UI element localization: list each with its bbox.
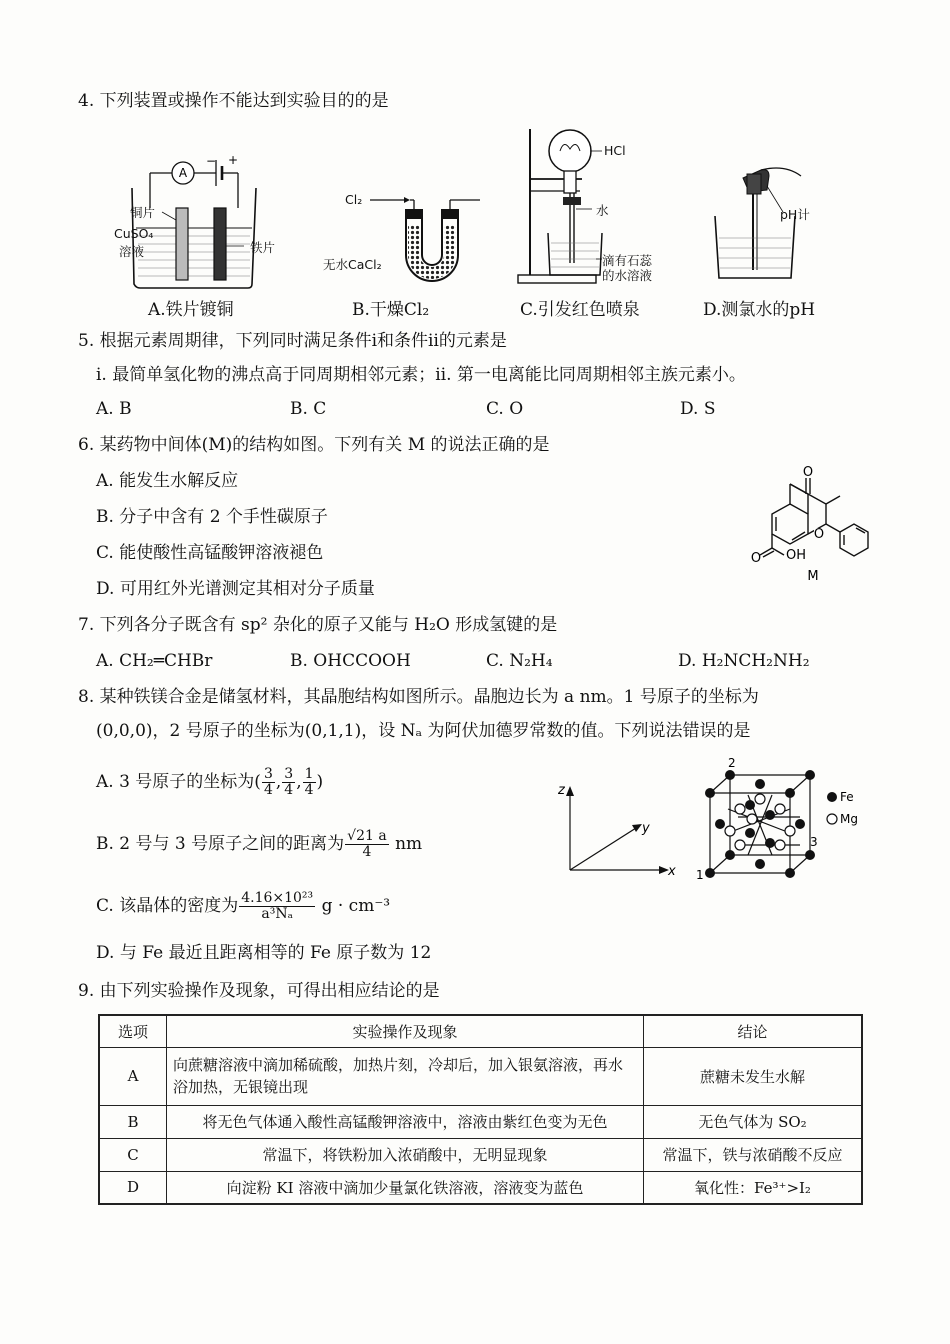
row-d-option: D — [99, 1171, 167, 1204]
label-copper-sheet: 铜片 — [130, 205, 156, 220]
q5-conditions: ⅰ. 最简单氢化物的沸点高于同周期相邻元素；ⅱ. 第一电离能比同周期相邻主族元素小。 — [96, 365, 746, 385]
label-litmus-1: 滴有石蕊 — [602, 253, 653, 268]
axis-y-label: y — [642, 821, 650, 836]
table-row — [99, 1171, 862, 1204]
row-b-conclusion: 无色气体为 SO₂ — [644, 1105, 863, 1138]
q5-option-a: A. B — [96, 399, 132, 419]
q8-option-a: A. 3 号原子的坐标为( $\frac{3}{4}$ , $\frac{3}{4}$ , $\frac{1}{4}$ ) — [96, 766, 324, 798]
q7-stem: 7. 下列各分子既含有 sp² 杂化的原子又能与 H₂O 形成氢键的是 — [78, 615, 558, 635]
table-row — [99, 1138, 862, 1171]
table-row — [99, 1105, 862, 1138]
row-d-operation: 向淀粉 KI 溶液中滴加少量氯化铁溶液，溶液变为蓝色 — [167, 1171, 644, 1204]
row-c-operation: 常温下，将铁粉加入浓硝酸中，无明显现象 — [167, 1138, 644, 1171]
label-ph-meter: pH计 — [780, 207, 810, 222]
struct-oxygen-carbonyl: O — [802, 466, 814, 480]
q6-option-d: D. 可用红外光谱测定其相对分子质量 — [96, 579, 375, 599]
apparatus-b-u-tube — [370, 185, 480, 290]
caption-c: C.引发红色喷泉 — [520, 300, 640, 320]
q8-option-b: B. 2 号与 3 号原子之间的距离为 $\frac{√21 a}{4}$ nm — [96, 828, 423, 860]
mg-legend-label: Mg — [840, 812, 858, 826]
q6-option-a: A. 能发生水解反应 — [96, 471, 239, 491]
atom-3-label: 3 — [810, 835, 818, 849]
q5-option-b: B. C — [290, 399, 327, 419]
row-b-option: B — [99, 1105, 167, 1138]
q7-option-a: A. CH₂═CHBr — [96, 651, 213, 671]
fe-legend-icon — [827, 792, 837, 802]
crystal-unit-cell — [692, 755, 872, 885]
q9-table — [98, 1014, 863, 1205]
row-b-operation: 将无色气体通入酸性高锰酸钾溶液中，溶液由紫红色变为无色 — [167, 1105, 644, 1138]
coordinate-axes — [556, 780, 681, 880]
header-operation: 实验操作及现象 — [167, 1015, 644, 1047]
table-header-row — [99, 1015, 862, 1047]
label-cuso4-solution: 溶液 — [119, 244, 145, 259]
label-hcl: HCl — [604, 143, 626, 158]
q8-option-c: C. 该晶体的密度为 $\frac{\text{4.16×10²³}}{\text{a³Nₐ}}$ g · cm⁻³ — [96, 890, 391, 922]
q9-stem: 9. 由下列实验操作及现象，可得出相应结论的是 — [78, 981, 440, 1001]
q5-option-c: C. O — [486, 399, 524, 419]
minus-label: − — [206, 154, 217, 168]
q5-option-d: D. S — [680, 399, 716, 419]
caption-b: B.干燥Cl₂ — [352, 300, 430, 320]
struct-oxygen-ring: O — [813, 527, 825, 542]
q7-option-b: B. OHCCOOH — [290, 651, 411, 671]
struct-oxygen-acid: O — [750, 551, 762, 566]
table-row — [99, 1047, 862, 1105]
struct-label-m: M — [807, 569, 819, 584]
header-option: 选项 — [99, 1015, 167, 1047]
structure-m — [750, 466, 870, 586]
label-cacl2: 无水CaCl₂ — [323, 257, 382, 272]
ammeter-label: A — [178, 166, 188, 180]
plus-label: + — [228, 153, 239, 167]
label-cl2: Cl₂ — [345, 192, 363, 207]
row-c-option: C — [99, 1138, 167, 1171]
label-water: 水 — [596, 203, 609, 218]
row-d-conclusion: 氧化性：Fe³⁺>I₂ — [644, 1171, 863, 1204]
atom-2-label: 2 — [728, 756, 736, 770]
row-a-operation: 向蔗糖溶液中滴加稀硫酸，加热片刻，冷却后，加入银氨溶液，再水浴加热，无银镜出现 — [167, 1047, 644, 1105]
q6-option-c: C. 能使酸性高锰酸钾溶液褪色 — [96, 543, 324, 563]
q4-stem: 4. 下列装置或操作不能达到实验目的的是 — [78, 91, 389, 111]
caption-a: A.铁片镀铜 — [148, 300, 234, 320]
q6-stem: 6. 某药物中间体(M)的结构如图。下列有关 M 的说法正确的是 — [78, 435, 550, 455]
row-a-option: A — [99, 1047, 167, 1105]
axis-z-label: z — [558, 783, 565, 798]
q8-stem-line2: (0,0,0)，2 号原子的坐标为(0,1,1)，设 Nₐ 为阿伏加德罗常数的值。下列说法错误的是 — [96, 721, 751, 741]
row-a-conclusion: 蔗糖未发生水解 — [644, 1047, 863, 1105]
label-cuso4: CuSO₄ — [114, 226, 154, 241]
fe-legend-label: Fe — [840, 790, 854, 804]
q7-option-c: C. N₂H₄ — [486, 651, 553, 671]
struct-hydroxyl: OH — [786, 548, 807, 563]
q8-option-d: D. 与 Fe 最近且距离相等的 Fe 原子数为 12 — [96, 943, 432, 963]
q7-option-d: D. H₂NCH₂NH₂ — [678, 651, 810, 671]
row-c-conclusion: 常温下，铁与浓硝酸不反应 — [644, 1138, 863, 1171]
q5-stem: 5. 根据元素周期律，下列同时满足条件ⅰ和条件ⅱ的元素是 — [78, 331, 507, 351]
mg-legend-icon — [827, 814, 837, 824]
label-iron-sheet: 铁片 — [250, 240, 276, 255]
header-conclusion: 结论 — [644, 1015, 863, 1047]
caption-d: D.测氯水的pH — [703, 300, 816, 320]
axis-x-label: x — [668, 864, 676, 879]
q8-stem-line1: 8. 某种铁镁合金是储氢材料，其晶胞结构如图所示。晶胞边长为 a nm。1 号原子的坐标为 — [78, 687, 759, 707]
label-litmus-2: 的水溶液 — [602, 268, 653, 283]
q6-option-b: B. 分子中含有 2 个手性碳原子 — [96, 507, 328, 527]
atom-1-label: 1 — [696, 868, 704, 882]
